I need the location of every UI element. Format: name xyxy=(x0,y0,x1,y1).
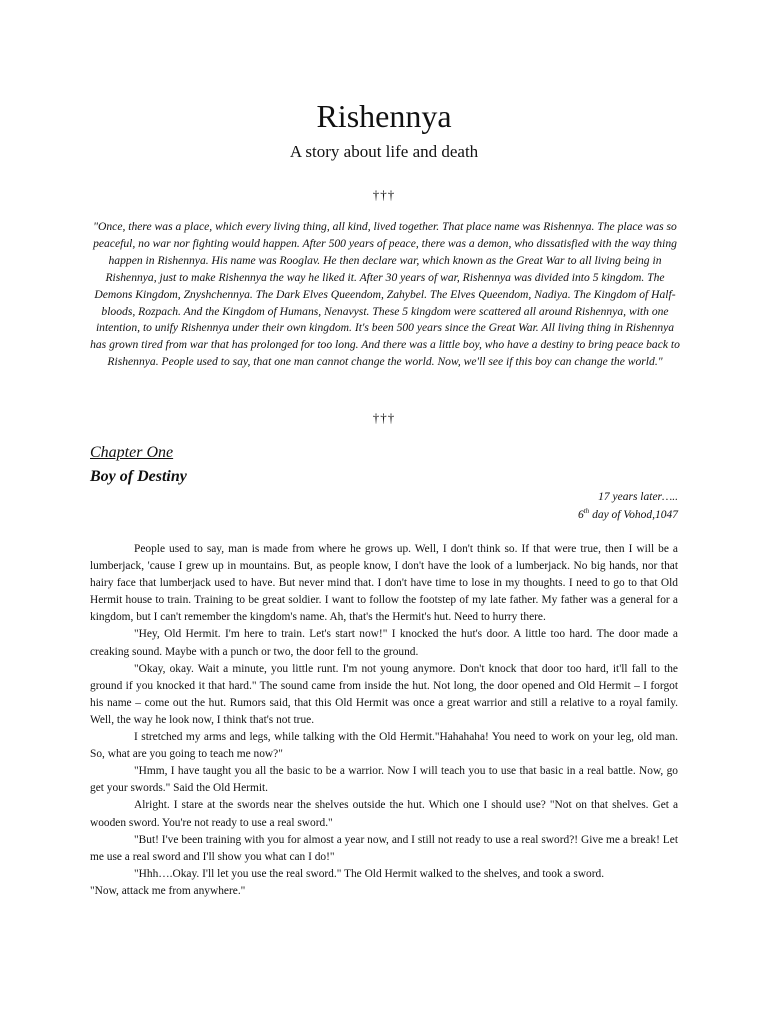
prologue-text: "Once, there was a place, which every living thing, all kind, lived together. That place name was Rishennya. The place was so peaceful, no war nor fighting would happen. After 500 years of peace, there was a demon, who dissatisfied with the way thing happen in Rishennya. His name was Rooglav. He then declare war, which known as the Great War to all living being in Rishennya, just to make Rishennya the way he liked it. After 30 years of war, Rishennya was divided into 5 kingdom. The Demons Kingdom, Znyshchennya. The Dark Elves Queendom, Zahybel. The Elves Queendom, Nadiya. The Kingdom of Half-bloods, Rozpach. And the Kingdom of Humans, Nenavyst. These 5 kingdom were scattered all around Rishennya, with one intention, to unify Rishennya under their own kingdom. It's been 500 years since the Great War. All living thing in Rishennya has grown tired from war that has prolonged for too long. And there was a little boy, who have a destiny to bring peace back to Rishennya. People used to say, that one man cannot change the world. Now, we'll see if this boy can change the world." xyxy=(90,220,680,369)
story-paragraph: I stretched my arms and legs, while talking with the Old Hermit."Hahahaha! You need to work on your leg, old man. So, what are you going to teach me now?" xyxy=(90,731,678,761)
dateline-rest: day of Vohod,1047 xyxy=(589,509,678,521)
story-paragraph: People used to say, man is made from where he grows up. Well, I don't think so. If that were true, then I will be a lumberjack, 'cause I grew up in mountains. But, as people know, I don't have the look of a lumberjack. No big hands, nor that hairy face that lumberjack used to have. But never mind that. I don't have time to lose in my thoughts. I need to go to that Old Hermit house to train. Training to be great soldier. I want to follow the footstep of my late father. My father was a general for a kingdom, but I can't remember the kingdom's name. Ah, that's the Hermit's hut. Need to hurry there. xyxy=(90,543,678,624)
document-title: Rishennya xyxy=(316,98,452,134)
chapter-label: Chapter One xyxy=(90,444,174,461)
dateline-date xyxy=(578,507,678,523)
section-separator: ††† xyxy=(372,187,396,202)
section-separator: ††† xyxy=(372,410,396,425)
story-paragraph: "But! I've been training with you for almost a year now, and I still not ready to use a real sword?! Give me a break! Let me use a real sword and I'll show you what can I do!" xyxy=(90,833,678,863)
dateline-time: 17 years later….. xyxy=(598,491,678,503)
story-paragraph: "Okay, okay. Wait a minute, you little runt. I'm not young anymore. Don't knock that door too hard, it'll fall to the ground if you knocked it that hard." The sound came from inside the hut. Not long, the door opened and Old Hermit – I forgot his name – come out the hut. Rumors said, that this Old Hermit was once a great warrior and still a relative to a royal family. Well, the way he look now, I think that's not true. xyxy=(90,662,678,726)
dateline-ordinal: th xyxy=(583,507,590,516)
story-paragraph: Alright. I stare at the swords near the shelves outside the hut. Which one I should use? "Not on that shelves. Get a wooden sword. You're not ready to use a real sword." xyxy=(90,799,678,829)
story-body xyxy=(90,541,678,900)
chapter-title: Boy of Destiny xyxy=(90,468,187,485)
story-paragraph: "Hhh….Okay. I'll let you use the real sword." The Old Hermit walked to the shelves, and took a sword. xyxy=(134,867,605,880)
dateline-day: 6 xyxy=(577,509,584,521)
story-paragraph: "Hmm, I have taught you all the basic to be a warrior. Now I will teach you to use that basic in a real battle. Now, go get your swords." Said the Old Hermit. xyxy=(90,765,678,795)
story-paragraph: "Hey, Old Hermit. I'm here to train. Let's start now!" I knocked the hut's door. A little too hard. The door made a creaking sound. Maybe with a punch or two, the door fell to the ground. xyxy=(90,628,678,658)
story-paragraph: "Now, attack me from anywhere." xyxy=(90,884,246,897)
document-subtitle: A story about life and death xyxy=(289,142,479,161)
